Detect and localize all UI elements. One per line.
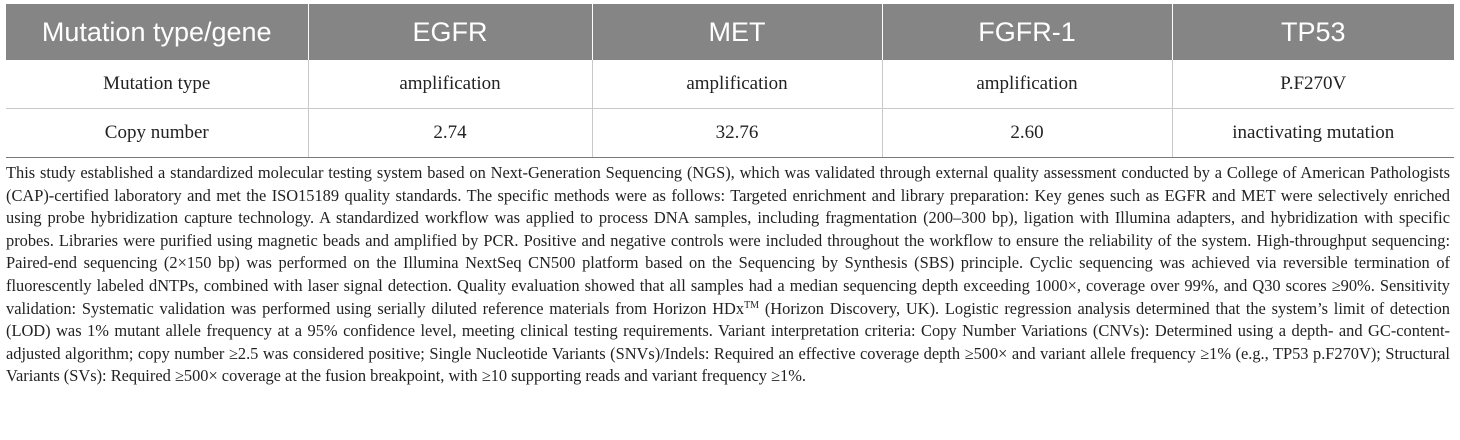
header-fgfr1: FGFR-1 xyxy=(882,4,1172,60)
cell-met-copy-number: 32.76 xyxy=(592,109,882,158)
table-header-row xyxy=(6,4,1454,60)
row-label-copy-number: Copy number xyxy=(6,109,308,158)
cell-met-mutation-type: amplification xyxy=(592,60,882,109)
cell-tp53-copy-number: inactivating mutation xyxy=(1172,109,1454,158)
header-tp53: TP53 xyxy=(1172,4,1454,60)
cell-fgfr1-mutation-type: amplification xyxy=(882,60,1172,109)
footnote-text-part2: (Horizon Discovery, UK). Logistic regression analysis determined that the system’s limit of detection (LOD) was 1% mutant allele frequency at a 95% confidence level, meeting clinical testing requirements. Variant interpretation criteria: Copy Number Variations (CNVs): Determined using a depth- and GC-content-adjusted algorithm; copy number ≥2.5 was considered positive; Single Nucleotide Variants (SNVs)/Indels: Required an effective coverage depth ≥500× and variant allele frequency ≥1% (e.g., TP53 p.F270V); Structural Variants (SVs): Required ≥500× coverage at the fusion breakpoint, with ≥10 supporting reads and variant frequency ≥1%. xyxy=(6,298,1450,386)
cell-egfr-mutation-type: amplification xyxy=(308,60,592,109)
row-label-mutation-type: Mutation type xyxy=(6,60,308,109)
mutation-table-container xyxy=(6,4,1454,158)
table-row xyxy=(6,109,1454,158)
footnote-text-part1: This study established a standardized molecular testing system based on Next-Generation Sequencing (NGS), which was validated through external quality assessment conducted by a College of American Pathologists (CAP)-certified laboratory and met the ISO15189 quality standards. The specific methods were as follows: Targeted enrichment and library preparation: Key genes such as EGFR and MET were selectively enriched using probe hybridization capture technology. A standardized workflow was applied to process DNA samples, including fragmentation (200–300 bp), ligation with Illumina adapters, and hybridization with specific probes. Libraries were purified using magnetic beads and amplified by PCR. Positive and negative controls were included throughout the workflow to ensure the reliability of the system. High-throughput sequencing: Paired-end sequencing (2×150 bp) was performed on the Illumina NextSeq CN500 platform based on the Sequencing by Synthesis (SBS) principle. Cyclic sequencing was achieved via reversible termination of fluorescently labeled dNTPs, combined with laser signal detection. Quality evaluation showed that all samples had a median sequencing depth exceeding 1000×, coverage over 99%, and Q30 scores ≥90%. Sensitivity validation: Systematic validation was performed using serially diluted reference materials from Horizon HDx xyxy=(6,163,1450,318)
trademark-superscript: TM xyxy=(744,299,760,311)
cell-fgfr1-copy-number: 2.60 xyxy=(882,109,1172,158)
header-met: MET xyxy=(592,4,882,60)
cell-tp53-mutation-type: P.F270V xyxy=(1172,60,1454,109)
table-row xyxy=(6,60,1454,109)
header-egfr: EGFR xyxy=(308,4,592,60)
header-mutation-type-gene: Mutation type/gene xyxy=(6,4,308,60)
cell-egfr-copy-number: 2.74 xyxy=(308,109,592,158)
table-footnote xyxy=(6,162,1450,388)
mutation-table xyxy=(6,4,1454,158)
